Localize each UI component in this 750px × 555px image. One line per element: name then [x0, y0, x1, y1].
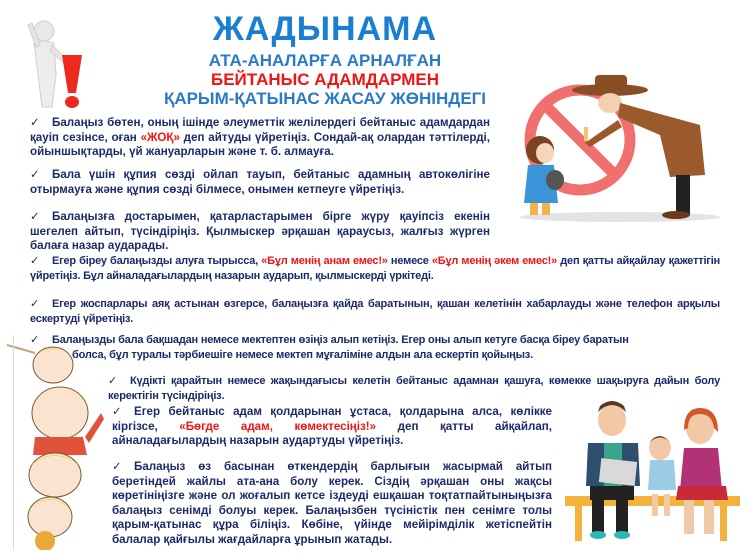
check-icon: ✓ — [30, 298, 40, 310]
tip-7: ✓ Күдікті қарайтын немесе жақындағысы келетін бейтаныс адамнан қашуға, көмекке шақыруға дайын болу керектігін түсіндіріңіз. — [108, 375, 720, 402]
subtitle-communication: ҚАРЫМ-ҚАТЫНАС ЖАСАУ ЖӨНІНДЕГІ — [163, 89, 487, 108]
check-icon: ✓ — [30, 168, 40, 181]
children-illustration — [5, 335, 105, 550]
subtitle-strangers: БЕЙТАНЫС АДАМДАРМЕН — [210, 70, 440, 89]
highlight-not-mother: «Бұл менің анам емес!» — [261, 255, 388, 267]
tip-6: ✓ Балаңызды бала бақшадан немесе мектептен өзіңіз алып кетіңіз. Егер оны алып кетуге басқа біреу баратын болса, бұл туралы тәрбиешіге немесе мектеп мұғаліміне алдын ала ескертіп қойыңыз. — [30, 334, 629, 361]
tip-5: ✓ Егер жоспарлары аяқ астынан өзгерсе, балаңызға қайда баратынын, қашан келетінін хабарлауды және телефон арқылы ескертуді үйретіңіз. — [30, 298, 720, 325]
check-icon: ✓ — [30, 255, 40, 267]
tip-1: ✓ Балаңыз бөтен, оның ішінде әлеуметтік желілердегі бейтаныс адамдардан қауіп сезінсе, оған «ЖОҚ» деп айтуды үйретіңіз. Сондай-ақ олардан тәттілерді, ойыншықтарды, үй жануарларын және т. б. алмауға. — [30, 116, 490, 158]
check-icon: ✓ — [30, 116, 40, 129]
children-icon — [5, 335, 105, 550]
family-illustration — [560, 398, 745, 548]
tip-3: ✓ Балаңызға достарымен, қатарластарымен бірге жүру қауіпсіз екенін шегелеп айтып, түсіндіріңіз. Қылмыскер әрқашан қараусыз, жалғыз жүрген балаға назар аударады. — [30, 210, 490, 252]
highlight-stranger-help: «Бөгде адам, көмектесіңіз!» — [179, 419, 377, 433]
tip-4: ✓ Егер біреу балаңызды алуға тырысса, «Бұл менің анам емес!» немесе «Бұл менің әкем емес!» деп қатты айқайлау қажеттігін үйретіңіз. Бұл айналадағылардың назарын аударып, қылмыскерді үркітеді. — [30, 255, 720, 282]
tip-9: ✓ Балаңыз өз басынан өткендердің барлығын жасырмай айтып беретіндей жайлы ата-ана болу керек. Сіздің әрқашан оны жақсы көретініңізге және ол жоғалып кетсе іздеуді ешқашан тоқтатпайтыныңызға балаңыз сенімді болуы керек. Балаңызбен түсіністік пен сенімге толы қарым-қатынас құра біліңіз. Көбіне, үйінде мейірімділік жетіспейтін балалар қайғылы жағдайларға ұрынып жатады. — [112, 460, 552, 546]
highlight-not-father: «Бұл менің әкем емес!» — [431, 255, 558, 267]
warning-person-illustration — [20, 15, 95, 110]
check-icon: ✓ — [108, 375, 118, 387]
tip-2: ✓ Бала үшін құпия сөзді ойлап тауып, бейтаныс адамның автокөлігіне отырмауға және құпия сөзді білмесе, онымен кетпеуге үйретіңіз. — [30, 168, 490, 196]
family-icon — [560, 398, 745, 548]
subtitle-for-parents: АТА-АНАЛАРҒА АРНАЛҒАН — [208, 51, 442, 70]
check-icon: ✓ — [112, 405, 122, 418]
stranger-illustration — [500, 65, 740, 225]
exclamation-icon — [20, 15, 95, 110]
check-icon: ✓ — [112, 460, 122, 473]
tip-8: ✓ Егер бейтаныс адам қолдарынан ұстаса, қолдарына алса, көлікке кіргізсе, «Бөгде адам, көмектесіңіз!» деп қатты айқайлап, айналадағылардың назарын аудартуды үйретіңіз. — [112, 405, 553, 447]
highlight-no: «ЖОҚ» — [140, 130, 180, 144]
page-title: ЖАДЫНАМА — [212, 10, 438, 48]
check-icon: ✓ — [30, 210, 40, 223]
check-icon: ✓ — [30, 334, 40, 346]
